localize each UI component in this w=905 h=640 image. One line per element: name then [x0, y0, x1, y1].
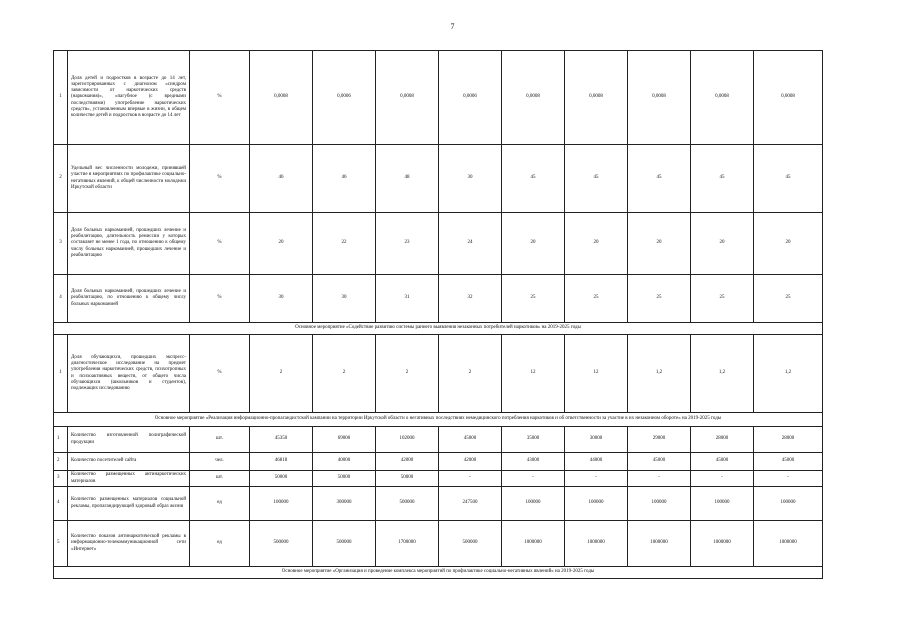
value-cell: 1,2: [691, 335, 754, 413]
value-cell: -: [565, 471, 628, 487]
indicator-name: Доля обучающихся, прошедших экспресс-диагностическое исследование на предмет употребления наркотических средств, психотропных и психоактивных веществ, от общего числа обучающихся (школьников и студентов), подлежащих исследованию: [68, 335, 190, 413]
value-cell: 42000: [439, 453, 502, 471]
indicator-name: Количество посетителей сайта: [68, 453, 190, 471]
section-header-row: [54, 567, 823, 579]
indicator-name: Удельный вес численности молодежи, принявшей участие в мероприятиях по профилактике социально-негативных явлений, к общей численности молодежи Иркутской области: [68, 145, 190, 213]
value-cell: 24: [439, 213, 502, 275]
value-cell: 0,0008: [250, 51, 313, 145]
value-cell: 32: [439, 275, 502, 323]
value-cell: -: [628, 471, 691, 487]
value-cell: 23: [376, 213, 439, 275]
table-row: [54, 335, 823, 413]
value-cell: -: [502, 471, 565, 487]
value-cell: 31: [376, 275, 439, 323]
value-cell: 500000: [376, 487, 439, 521]
value-cell: 2: [439, 335, 502, 413]
value-cell: 2: [250, 335, 313, 413]
value-cell: 500000: [313, 521, 376, 567]
indicator-name: Количество размещенных антинаркотических материалов: [68, 471, 190, 487]
section-header: Основное мероприятие «Содействие развитию системы раннего выявления незаконных потребителей наркотиков» на 2019-2025 годы: [54, 323, 823, 335]
unit-cell: ед: [190, 487, 250, 521]
value-cell: 50000: [376, 471, 439, 487]
section-header: Основное мероприятие «Организация и проведение комплекса мероприятий по профилактике социально-негативных явлений» на 2019-2025 годы: [54, 567, 823, 579]
value-cell: 45: [754, 145, 823, 213]
table-row: [54, 213, 823, 275]
row-number: 1: [54, 51, 68, 145]
value-cell: 20: [691, 213, 754, 275]
value-cell: 1000000: [754, 521, 823, 567]
value-cell: 102000: [376, 427, 439, 453]
value-cell: 20: [628, 213, 691, 275]
value-cell: -: [691, 471, 754, 487]
value-cell: 0,0008: [691, 51, 754, 145]
indicator-name: Доля больных наркоманией, прошедших лечение и реабилитацию, длительность ремиссии у которых составляет не менее 1 года, по отношению к общему числу больных наркоманией, прошедших лечение и реабилитацию: [68, 213, 190, 275]
value-cell: 25: [691, 275, 754, 323]
value-cell: 1000000: [565, 521, 628, 567]
indicator-name: Количество изготовленной полиграфической продукции: [68, 427, 190, 453]
value-cell: -: [754, 471, 823, 487]
value-cell: 25: [628, 275, 691, 323]
value-cell: 12: [502, 335, 565, 413]
table-row: [54, 145, 823, 213]
value-cell: 0,0006: [313, 51, 376, 145]
value-cell: 30000: [565, 427, 628, 453]
indicator-name: Количество размещенных материалов социальной рекламы, пропагандирующей здоровый образ жизни: [68, 487, 190, 521]
unit-cell: %: [190, 213, 250, 275]
value-cell: 1000000: [502, 521, 565, 567]
row-number: 2: [54, 145, 68, 213]
value-cell: 2: [376, 335, 439, 413]
value-cell: 29000: [628, 427, 691, 453]
unit-cell: %: [190, 275, 250, 323]
row-number: 5: [54, 521, 68, 567]
value-cell: 100000: [502, 487, 565, 521]
row-number: 3: [54, 471, 68, 487]
value-cell: 0,0008: [376, 51, 439, 145]
value-cell: 46: [313, 145, 376, 213]
value-cell: 500000: [439, 521, 502, 567]
value-cell: 45: [565, 145, 628, 213]
value-cell: 40000: [313, 453, 376, 471]
section-header-row: [54, 413, 823, 427]
value-cell: 300000: [313, 487, 376, 521]
value-cell: 30: [439, 145, 502, 213]
value-cell: 0,0008: [628, 51, 691, 145]
value-cell: 30: [313, 275, 376, 323]
value-cell: 100000: [628, 487, 691, 521]
row-number: 4: [54, 275, 68, 323]
value-cell: 1000000: [628, 521, 691, 567]
value-cell: 50000: [313, 471, 376, 487]
value-cell: 100000: [565, 487, 628, 521]
value-cell: 45: [502, 145, 565, 213]
section-header-row: [54, 323, 823, 335]
value-cell: 45000: [691, 453, 754, 471]
value-cell: 100000: [754, 487, 823, 521]
value-cell: 0,0008: [502, 51, 565, 145]
table-row: [54, 453, 823, 471]
value-cell: 25: [502, 275, 565, 323]
indicator-name: Доля больных наркоманией, прошедших лечение и реабилитацию, по отношению к общему числу больных наркоманией: [68, 275, 190, 323]
row-number: 1: [54, 335, 68, 413]
unit-cell: шт.: [190, 427, 250, 453]
value-cell: 42000: [376, 453, 439, 471]
value-cell: 1,2: [628, 335, 691, 413]
unit-cell: %: [190, 51, 250, 145]
value-cell: 45: [691, 145, 754, 213]
page-number: 7: [450, 22, 455, 31]
value-cell: 247500: [439, 487, 502, 521]
value-cell: 1,2: [754, 335, 823, 413]
value-cell: 45350: [250, 427, 313, 453]
table-row: [54, 521, 823, 567]
value-cell: 45000: [628, 453, 691, 471]
value-cell: -: [439, 471, 502, 487]
table-row: [54, 427, 823, 453]
row-number: 1: [54, 427, 68, 453]
value-cell: 28000: [754, 427, 823, 453]
value-cell: 2: [313, 335, 376, 413]
table-row: [54, 471, 823, 487]
value-cell: 0,0006: [439, 51, 502, 145]
value-cell: 50000: [250, 471, 313, 487]
value-cell: 100000: [691, 487, 754, 521]
value-cell: 46818: [250, 453, 313, 471]
indicator-name: Количество показов антинаркотической рекламы в информационно-телекоммуникационной сети «Интернет»: [68, 521, 190, 567]
unit-cell: ед: [190, 521, 250, 567]
value-cell: 20: [502, 213, 565, 275]
row-number: 3: [54, 213, 68, 275]
table-row: [54, 51, 823, 145]
value-cell: 0,0008: [565, 51, 628, 145]
value-cell: 25: [754, 275, 823, 323]
unit-cell: %: [190, 335, 250, 413]
value-cell: 48: [376, 145, 439, 213]
value-cell: 1700000: [376, 521, 439, 567]
unit-cell: чел.: [190, 453, 250, 471]
value-cell: 45000: [754, 453, 823, 471]
value-cell: 1000000: [691, 521, 754, 567]
indicator-name: Доля детей и подростков в возрасте до 14 лет, зарегистрированных с диагнозом «синдром зависимости от наркотических средств (наркомания)», «пагубное (с вредными последствиями) употребление наркотических средств», установленным впервые в жизни, в общем количестве детей и подростков в возрасте до 14 лет: [68, 51, 190, 145]
value-cell: 500000: [250, 521, 313, 567]
value-cell: 46: [250, 145, 313, 213]
value-cell: 20: [565, 213, 628, 275]
row-number: 2: [54, 453, 68, 471]
section-header: Основное мероприятие «Реализация информационно-пропагандистской кампании на территории Иркутской области о негативных последствиях немедицинского потребления наркотиков и об ответственности за участие в их незаконном обороте» на 2019-2025 годы: [54, 413, 823, 427]
unit-cell: шт.: [190, 471, 250, 487]
unit-cell: %: [190, 145, 250, 213]
value-cell: 100000: [250, 487, 313, 521]
value-cell: 69000: [313, 427, 376, 453]
value-cell: 30: [250, 275, 313, 323]
table-row: [54, 487, 823, 521]
value-cell: 44000: [565, 453, 628, 471]
indicators-table: [53, 50, 823, 579]
value-cell: 12: [565, 335, 628, 413]
value-cell: 43000: [502, 453, 565, 471]
value-cell: 35000: [502, 427, 565, 453]
table-row: [54, 275, 823, 323]
value-cell: 28000: [691, 427, 754, 453]
value-cell: 20: [250, 213, 313, 275]
value-cell: 25: [565, 275, 628, 323]
value-cell: 45000: [439, 427, 502, 453]
row-number: 4: [54, 487, 68, 521]
value-cell: 22: [313, 213, 376, 275]
value-cell: 0,0008: [754, 51, 823, 145]
value-cell: 20: [754, 213, 823, 275]
value-cell: 45: [628, 145, 691, 213]
